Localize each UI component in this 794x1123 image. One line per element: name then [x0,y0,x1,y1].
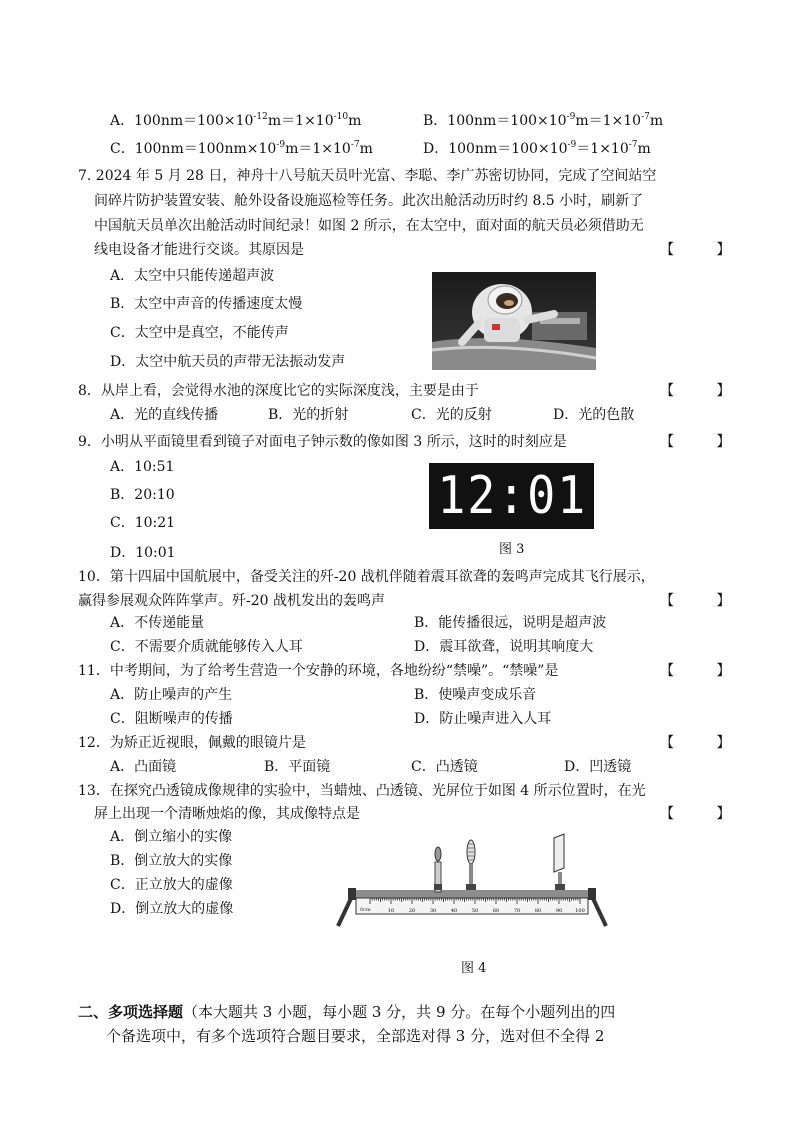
q11-option-c: C．阻断噪声的传播 [110,711,233,727]
q11-option-a: A．防止噪声的产生 [110,687,233,703]
q11-option-d: D．防止噪声进入人耳 [414,711,552,727]
q9-option-d: D．10:01 [110,545,176,561]
ruler-tick-label: 80 [534,908,542,914]
q9-option-c: C．10:21 [110,515,176,531]
q7-option-d: D．太空中航天员的声带无法振动发声 [110,354,346,370]
q6-option-c: C．$100nm=100nm\times 10^{-9}m=1\times 10^{-7}m$ [110,140,373,157]
q6-option-b: B．$100nm=100\times 10^{-9}m=1\times 10^{-7}m$ [423,112,664,129]
q7-stem-line-4: 线电设备才能进行交谈。其原因是 [94,242,304,258]
q7-stem-line-1: 7. 2024 年 5 月 28 日，神舟十八号航天员叶光富、李聪、李广苏密切协同，完成了空间站空 [78,168,657,184]
q8-stem: 8．从岸上看，会觉得水池的深度比它的实际深度浅，主要是由于 [78,383,479,399]
ruler-tick-label: 20 [408,908,416,914]
q9-stem: 9．小明从平面镜里看到镜子对面电子钟示数的像如图 3 所示，这时的时刻应是 [78,434,567,450]
q11-option-b: B．使噪声变成乐音 [414,687,537,703]
q7-answer-bracket: 【 】 [660,242,731,258]
ruler-tick-label: 60 [492,908,500,914]
q7-stem-line-3: 中国航天员单次出舱活动时间纪录！如图 2 所示，在太空中，面对面的航天员必须借助无 [94,218,644,234]
section-2-line-1: 二、多项选择题（本大题共 3 小题，每小题 3 分，共 9 分。在每个小题列出的四 [78,1003,616,1021]
light-screen-icon [554,834,565,890]
q6-option-d: D．$100nm=100\times 10^{-9}=1\times 10^{-7}m$ [423,140,651,157]
q9-answer-bracket: 【 】 [660,434,731,450]
q12-option-a: A．凸面镜 [110,759,177,775]
q10-option-d: D．震耳欲聋，说明其响度大 [414,639,594,655]
q8-option-d: D．光的色散 [553,407,635,423]
q8-answer-bracket: 【 】 [660,383,731,399]
ruler-tick-label: 70 [513,908,521,914]
clock-display: 12:01 [437,466,588,526]
q11-answer-bracket: 【 】 [660,663,731,679]
section-2-title: 二、多项选择题 [78,1003,184,1021]
q8-option-a: A．光的直线传播 [110,407,219,423]
q10-stem-line-1: 10．第十四届中国航展中，备受关注的歼-20 战机伴随着震耳欲聋的轰鸣声完成其飞行展示， [78,569,655,585]
q7-stem-line-2: 间碎片防护装置安装、舱外设备设施巡检等任务。此次出舱活动历时约 8.5 小时，刷新了 [94,193,644,209]
q13-answer-bracket: 【 】 [660,806,731,822]
candle-icon [434,847,442,892]
section-2-line-2: 个备选项中，有多个选项符合题目要求，全部选对得 3 分，选对但不全得 2 [106,1027,605,1045]
ruler-tick-label: 50 [471,908,479,914]
q8-option-c: C．光的反射 [411,407,492,423]
q9-option-a: A．10:51 [110,459,175,475]
q12-option-c: C．凸透镜 [411,759,478,775]
q11-stem: 11．中考期间，为了给考生营造一个安静的环境，各地纷纷“禁噪”。“禁噪”是 [78,663,559,679]
q12-answer-bracket: 【 】 [660,735,731,751]
q10-stem-line-2: 赢得参展观众阵阵掌声。歼-20 战机发出的轰鸣声 [78,593,385,609]
ruler-tick-label: 30 [429,908,437,914]
q12-option-b: B．平面镜 [264,759,331,775]
ruler-tick-label: 40 [450,908,458,914]
astronaut-photo [432,272,596,370]
convex-lens-icon [466,840,476,890]
q7-option-a: A．太空中只能传递超声波 [110,268,275,284]
q13-option-a: A．倒立缩小的实像 [110,829,233,845]
ruler-unit-label: 0cm [360,907,371,913]
q10-answer-bracket: 【 】 [660,593,731,609]
q6-option-a: A．$100nm=100\times 10^{-12}m=1\times 10^{-10}m$ [110,112,362,129]
ruler-tick-label: 10 [387,908,395,914]
q9-option-b: B．20:10 [110,487,175,503]
q10-option-c: C．不需要介质就能够传入人耳 [110,639,303,655]
digital-clock [429,463,594,529]
optical-bench-figure [334,832,610,930]
q8-option-b: B．光的折射 [268,407,349,423]
q13-option-c: C．正立放大的虚像 [110,877,233,893]
q10-option-a: A．不传递能量 [110,615,205,631]
ruler-tick-label: 90 [555,908,563,914]
q10-option-b: B．能传播很远，说明是超声波 [414,615,607,631]
figure-4-caption: 图 4 [461,961,487,976]
q12-stem: 12．为矫正近视眼，佩戴的眼镜片是 [78,735,306,751]
ruler-tick-label: 100 [575,908,585,914]
q7-option-b: B．太空中声音的传播速度太慢 [110,296,303,312]
q13-option-b: B．倒立放大的实像 [110,853,233,869]
q12-option-d: D．凹透镜 [564,759,632,775]
q13-stem-line-2: 屏上出现一个清晰烛焰的像，其成像特点是 [94,806,360,822]
q13-option-d: D．倒立放大的虚像 [110,901,234,917]
figure-3-caption: 图 3 [499,542,525,557]
q7-option-c: C．太空中是真空，不能传声 [110,325,289,341]
q13-stem-line-1: 13．在探究凸透镜成像规律的实验中，当蜡烛、凸透镜、光屏位于如图 4 所示位置时，在光 [78,783,646,799]
